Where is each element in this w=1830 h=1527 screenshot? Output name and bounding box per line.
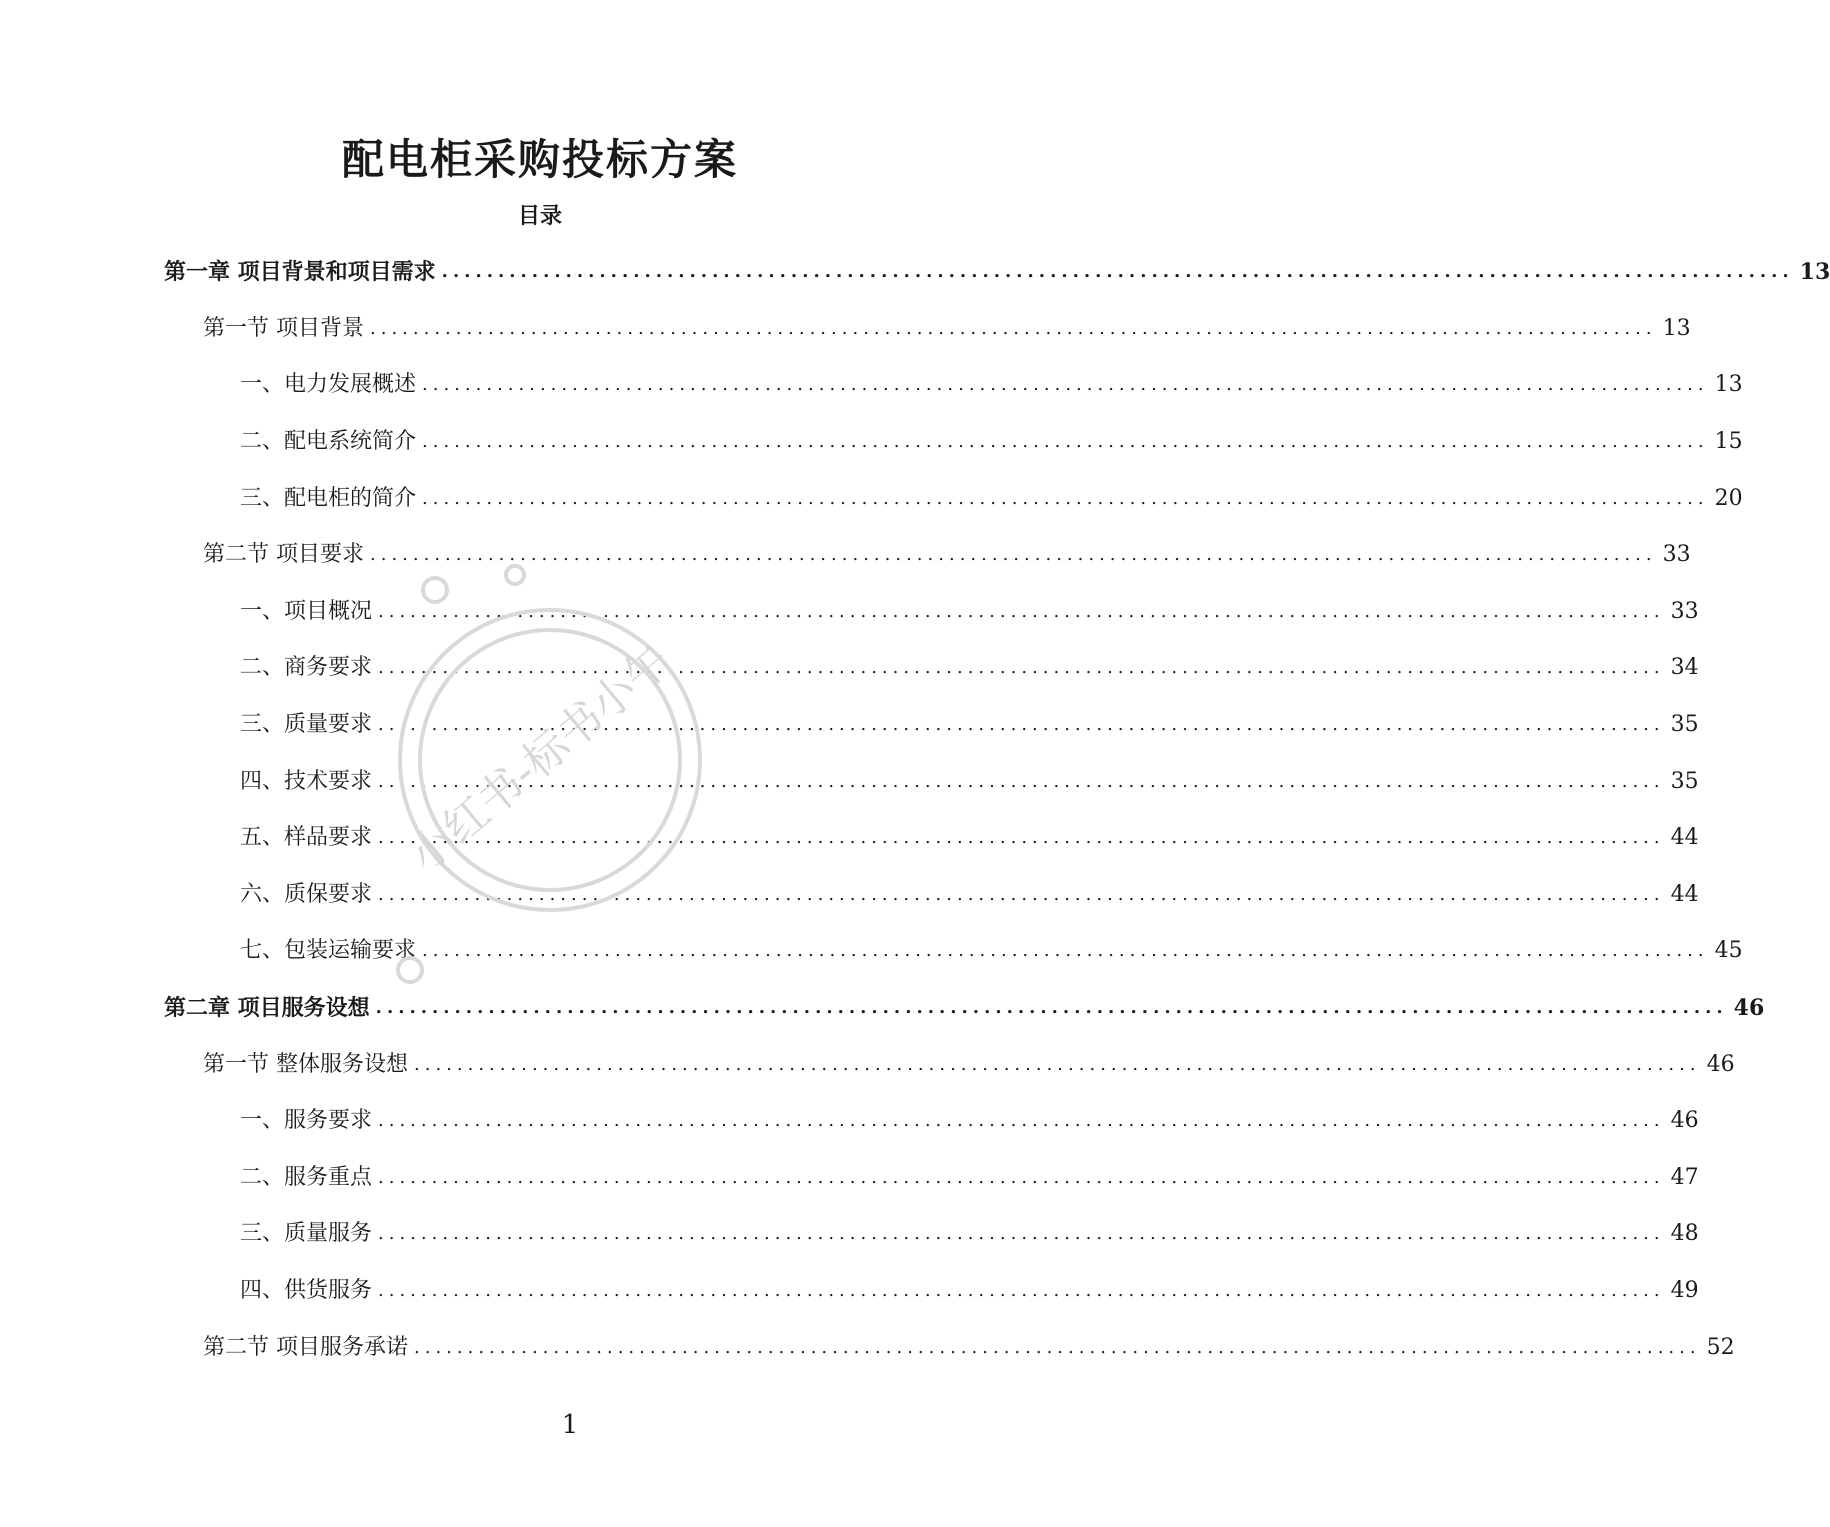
watermark-text: 小红书-标书小午 xyxy=(400,635,682,883)
toc-entry[interactable] xyxy=(240,1093,1699,1150)
toc-entry[interactable] xyxy=(203,1319,1735,1376)
toc-entry[interactable] xyxy=(203,301,1691,358)
toc-entry-page: 35 xyxy=(1670,768,1699,794)
toc-entry-page: 15 xyxy=(1714,429,1743,455)
toc-dot-leader: ........................................................................................................................ xyxy=(378,1223,1665,1245)
toc-entry-page: 46 xyxy=(1733,995,1765,1022)
toc-entry[interactable] xyxy=(240,923,1743,980)
toc-entry-title: 五、样品要求 xyxy=(240,825,373,851)
toc-entry-title: 二、商务要求 xyxy=(240,655,373,681)
toc-entry-title: 第一章 项目背景和项目需求 xyxy=(164,259,436,286)
toc-entry[interactable] xyxy=(240,414,1743,471)
toc-entry[interactable] xyxy=(203,1036,1735,1093)
toc-entry[interactable] xyxy=(240,1206,1699,1263)
toc-entry-page: 33 xyxy=(1670,598,1699,624)
toc-entry-page: 13 xyxy=(1714,372,1743,398)
toc-entry-title: 一、电力发展概述 xyxy=(240,372,417,398)
toc-dot-leader: ........................................................................................................................ xyxy=(378,657,1665,679)
toc-dot-leader: ........................................................................................................................ xyxy=(441,261,1794,283)
toc-dot-leader: ........................................................................................................................ xyxy=(422,487,1709,509)
toc-entry-page: 48 xyxy=(1670,1221,1699,1247)
toc-entry-title: 四、供货服务 xyxy=(240,1278,373,1304)
toc-entry-title: 一、项目概况 xyxy=(240,598,373,624)
toc-dot-leader: ........................................................................................................................ xyxy=(370,317,1657,339)
toc-dot-leader: ........................................................................................................................ xyxy=(378,600,1665,622)
toc-entry-title: 二、配电系统简介 xyxy=(240,429,417,455)
toc-entry[interactable] xyxy=(240,697,1699,754)
toc-entry-page: 52 xyxy=(1706,1334,1735,1360)
toc-dot-leader: ........................................................................................................................ xyxy=(378,883,1665,905)
toc-entry[interactable] xyxy=(240,1263,1699,1320)
toc-entry-title: 四、技术要求 xyxy=(240,768,373,794)
toc-dot-leader: ........................................................................................................................ xyxy=(375,997,1728,1019)
toc-entry-page: 46 xyxy=(1706,1051,1735,1077)
toc-dot-leader: ........................................................................................................................ xyxy=(414,1336,1701,1358)
toc-entry[interactable] xyxy=(240,357,1743,414)
toc-dot-leader: ........................................................................................................................ xyxy=(422,431,1709,453)
toc-entry-page: 49 xyxy=(1670,1278,1699,1304)
toc-entry-page: 13 xyxy=(1799,259,1830,286)
toc-entry-title: 第二节 项目要求 xyxy=(203,542,364,568)
toc-entry-title: 第二节 项目服务承诺 xyxy=(203,1334,408,1360)
toc-entry[interactable] xyxy=(240,640,1699,697)
toc-dot-leader: ........................................................................................................................ xyxy=(378,1166,1665,1188)
toc-heading: 目录 xyxy=(517,203,562,229)
toc-entry-page: 35 xyxy=(1670,712,1699,738)
toc-entry-page: 45 xyxy=(1714,938,1743,964)
toc-entry[interactable] xyxy=(164,244,1830,301)
toc-entry-page: 33 xyxy=(1662,542,1691,568)
toc-entry-page: 47 xyxy=(1670,1164,1699,1190)
toc-entry[interactable] xyxy=(240,584,1699,641)
toc-entry[interactable] xyxy=(240,470,1743,527)
toc-entry-title: 六、质保要求 xyxy=(240,881,373,907)
toc-dot-leader: ........................................................................................................................ xyxy=(422,940,1709,962)
toc-dot-leader: ........................................................................................................................ xyxy=(378,1280,1665,1302)
toc-entry-title: 第一节 项目背景 xyxy=(203,315,364,341)
page-number: 1 xyxy=(561,1410,579,1440)
toc-dot-leader: ........................................................................................................................ xyxy=(422,374,1709,396)
toc-entry[interactable] xyxy=(240,753,1699,810)
toc-entry-title: 三、质量服务 xyxy=(240,1221,373,1247)
toc-entry-title: 三、配电柜的简介 xyxy=(240,485,417,511)
toc-dot-leader: ........................................................................................................................ xyxy=(378,827,1665,849)
document-title: 配电柜采购投标方案 xyxy=(341,135,738,184)
toc-entry-title: 二、服务重点 xyxy=(240,1164,373,1190)
toc-dot-leader: ........................................................................................................................ xyxy=(414,1053,1701,1075)
toc-entry[interactable] xyxy=(164,980,1765,1037)
toc-entry-page: 46 xyxy=(1670,1108,1699,1134)
toc-entry-page: 20 xyxy=(1714,485,1743,511)
toc-entry-title: 一、服务要求 xyxy=(240,1108,373,1134)
toc-entry[interactable] xyxy=(240,810,1699,867)
toc-entry-page: 44 xyxy=(1670,825,1699,851)
toc-entry-title: 第二章 项目服务设想 xyxy=(164,995,370,1022)
toc-entry-title: 第一节 整体服务设想 xyxy=(203,1051,408,1077)
toc-entry[interactable] xyxy=(240,1150,1699,1207)
toc-entry-title: 三、质量要求 xyxy=(240,712,373,738)
toc-dot-leader: ........................................................................................................................ xyxy=(378,1110,1665,1132)
toc-entry-title: 七、包装运输要求 xyxy=(240,938,417,964)
toc-entry-page: 34 xyxy=(1670,655,1699,681)
toc-entry[interactable] xyxy=(203,527,1691,584)
toc-dot-leader: ........................................................................................................................ xyxy=(378,714,1665,736)
toc-entry[interactable] xyxy=(240,867,1699,924)
toc-entry-page: 44 xyxy=(1670,881,1699,907)
toc-dot-leader: ........................................................................................................................ xyxy=(370,544,1657,566)
toc-dot-leader: ........................................................................................................................ xyxy=(378,770,1665,792)
toc-entry-page: 13 xyxy=(1662,315,1691,341)
